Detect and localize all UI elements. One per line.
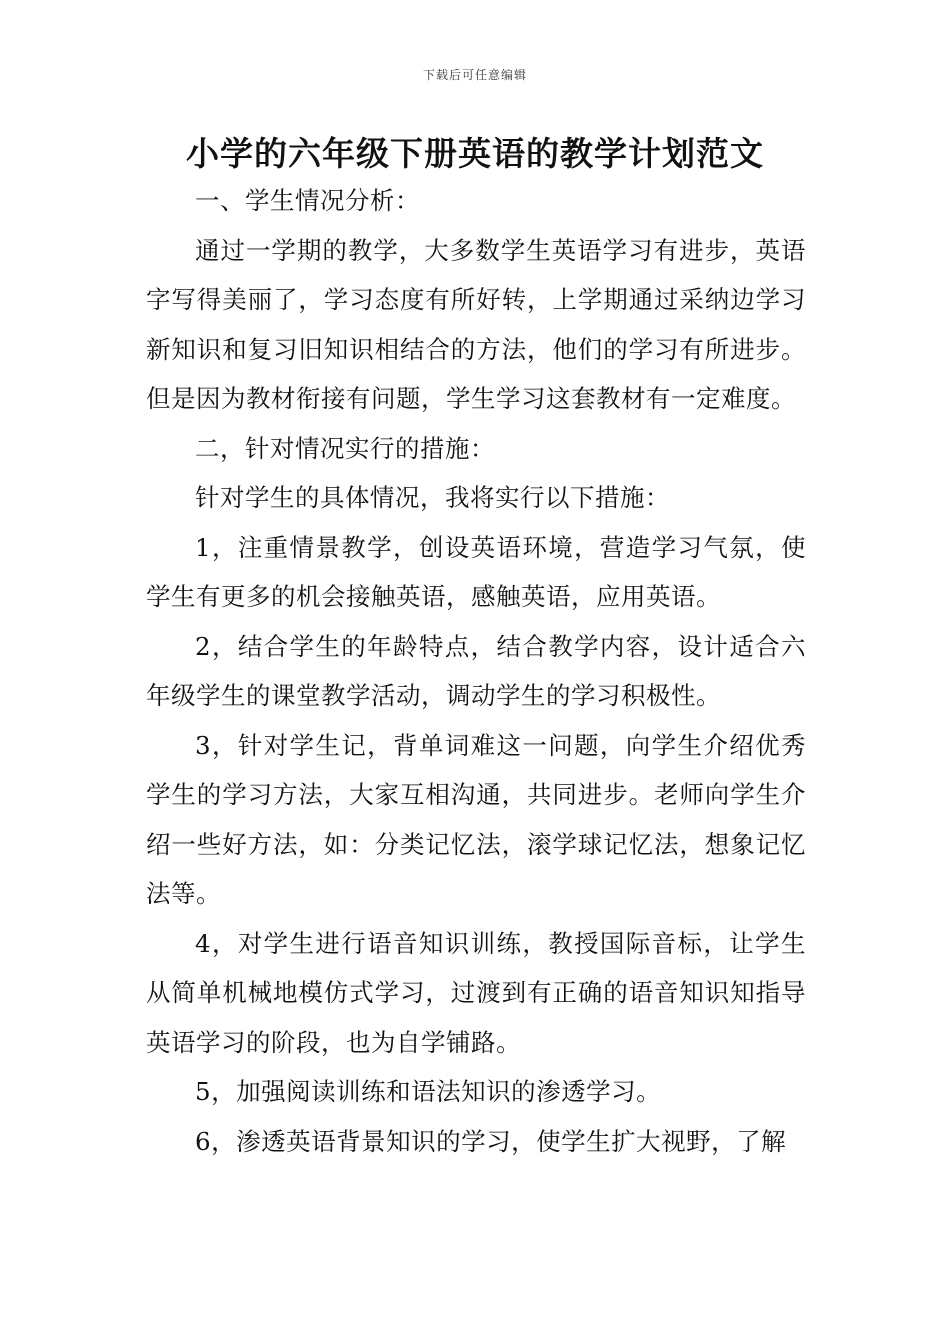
measure-item-3: 3，针对学生记，背单词难这一问题，向学生介绍优秀学生的学习方法，大家互相沟通，共同进步。老师向学生介绍一些好方法，如：分类记忆法，滚学球记忆法，想象记忆法等。 bbox=[146, 730, 806, 908]
section-heading-measures: 二，针对情况实行的措施： bbox=[195, 433, 495, 463]
document-body bbox=[146, 176, 806, 1166]
measure-item-5: 5，加强阅读训练和语法知识的渗透学习。 bbox=[195, 1077, 662, 1106]
section-heading-student-analysis: 一、学生情况分析： bbox=[195, 186, 420, 215]
measure-item-1: 1，注重情景教学，创设英语环境，营造学习气氛，使学生有更多的机会接触英语，感触英语，应用英语。 bbox=[146, 532, 806, 611]
measure-item-6: 6，渗透英语背景知识的学习，使学生扩大视野，了解 bbox=[195, 1126, 787, 1156]
measure-item-4: 4，对学生进行语音知识训练，教授国际音标，让学生从简单机械地模仿式学习，过渡到有正确的语音知识知指导英语学习的阶段，也为自学铺路。 bbox=[146, 928, 806, 1057]
paragraph-student-analysis: 通过一学期的教学，大多数学生英语学习有进步，英语字写得美丽了，学习态度有所好转，上学期通过采纳边学习新知识和复习旧知识相结合的方法，他们的学习有所进步。但是因为教材衔接有问题，学生学习这套教材有一定难度。 bbox=[146, 235, 806, 413]
measure-item-2: 2，结合学生的年龄特点，结合教学内容，设计适合六年级学生的课堂教学活动，调动学生的学习积极性。 bbox=[146, 631, 806, 710]
paragraph-measures-intro: 针对学生的具体情况，我将实行以下措施： bbox=[195, 483, 670, 512]
header-note: 下载后可任意编辑 bbox=[422, 68, 527, 82]
document-title: 小学的六年级下册英语的教学计划范文 bbox=[186, 134, 764, 173]
